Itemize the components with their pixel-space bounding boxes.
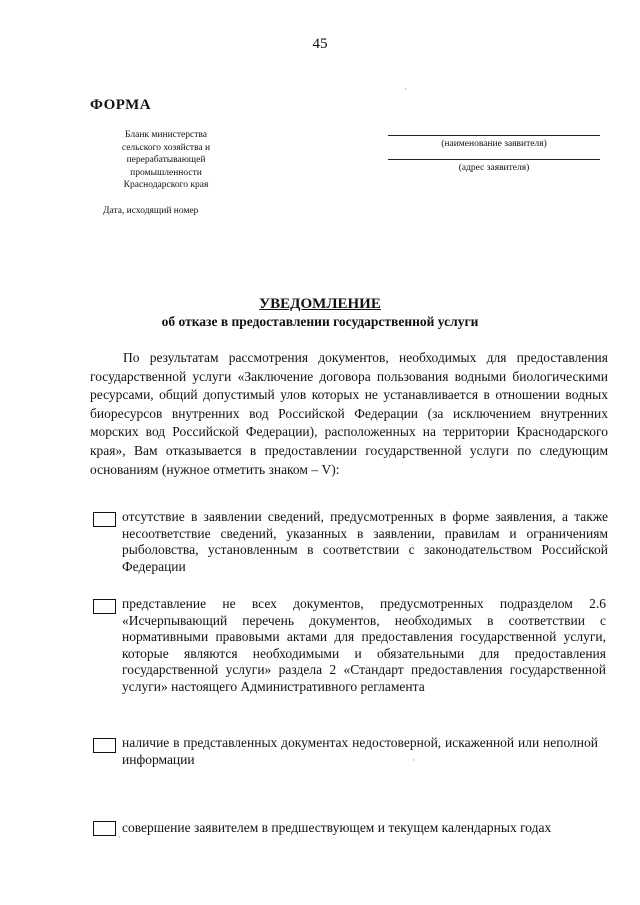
option-checkbox-1[interactable]	[93, 512, 116, 527]
notice-title: УВЕДОМЛЕНИЕ	[259, 296, 381, 312]
option-text-1: отсутствие в заявлении сведений, предусмотренных в форме заявления, а также несоответствие сведений, указанных в заявлении, правилам и ограничениям рыболовства, установленным в соответствии с законодательством Российской Федерации	[122, 509, 608, 574]
ministry-line: Бланк министерства	[125, 130, 207, 140]
notice-body: По результатам рассмотрения документов, необходимых для предоставления государственной услуги «Заключение договора пользования водными биологическими ресурсами, общий допустимый улов которых не устанавливается в отношении водных биоресурсов внутренних вод Российской Федерации (за исключением внутренних морских вод Российской Федерации), расположенных на территории Краснодарского края», Вам отказывается в предоставлении государственной услуги по следующим основаниям (нужное отметить знаком – V):	[90, 350, 608, 477]
applicant-name-caption: (наименование заявителя)	[441, 139, 547, 149]
applicant-address-caption: (адрес заявителя)	[458, 163, 530, 173]
ministry-line: промышленности	[130, 167, 202, 178]
option-text-4: совершение заявителем в предшествующем и текущем календарных годах	[122, 820, 552, 835]
option-checkbox-3[interactable]	[93, 738, 116, 753]
option-checkbox-4[interactable]	[93, 821, 116, 836]
date-number-label: Дата, исходящий номер	[103, 206, 199, 216]
ministry-line: Краснодарского края	[123, 180, 209, 191]
option-checkbox-2[interactable]	[93, 599, 116, 614]
ministry-line: перерабатывающей	[126, 155, 206, 166]
applicant-name-line	[388, 135, 600, 136]
option-text-3: наличие в представленных документах недостоверной, искаженной или неполной информации	[122, 735, 598, 767]
scan-speck: ·	[404, 84, 407, 94]
form-label: ФОРМА	[90, 97, 152, 113]
page-number: 45	[312, 36, 328, 52]
ministry-letterhead	[100, 129, 232, 192]
scan-speck: ·	[118, 832, 121, 842]
option-text-2: представление не всех документов, предусмотренных подразделом 2.6 «Исчерпывающий перечень документов, необходимых в соответствии с нормативными правовыми актами для предоставления государственной услуги, которые являются необходимыми и обязательными для предоставления государственной услуги» раздела 2 «Стандарт предоставления государственной услуги» настоящего Административного регламента	[122, 596, 606, 694]
ministry-line: сельского хозяйства и	[121, 142, 211, 153]
applicant-address-line	[388, 159, 600, 160]
scan-speck: ·	[412, 755, 415, 765]
notice-subtitle: об отказе в предоставлении государственной услуги	[161, 314, 479, 329]
